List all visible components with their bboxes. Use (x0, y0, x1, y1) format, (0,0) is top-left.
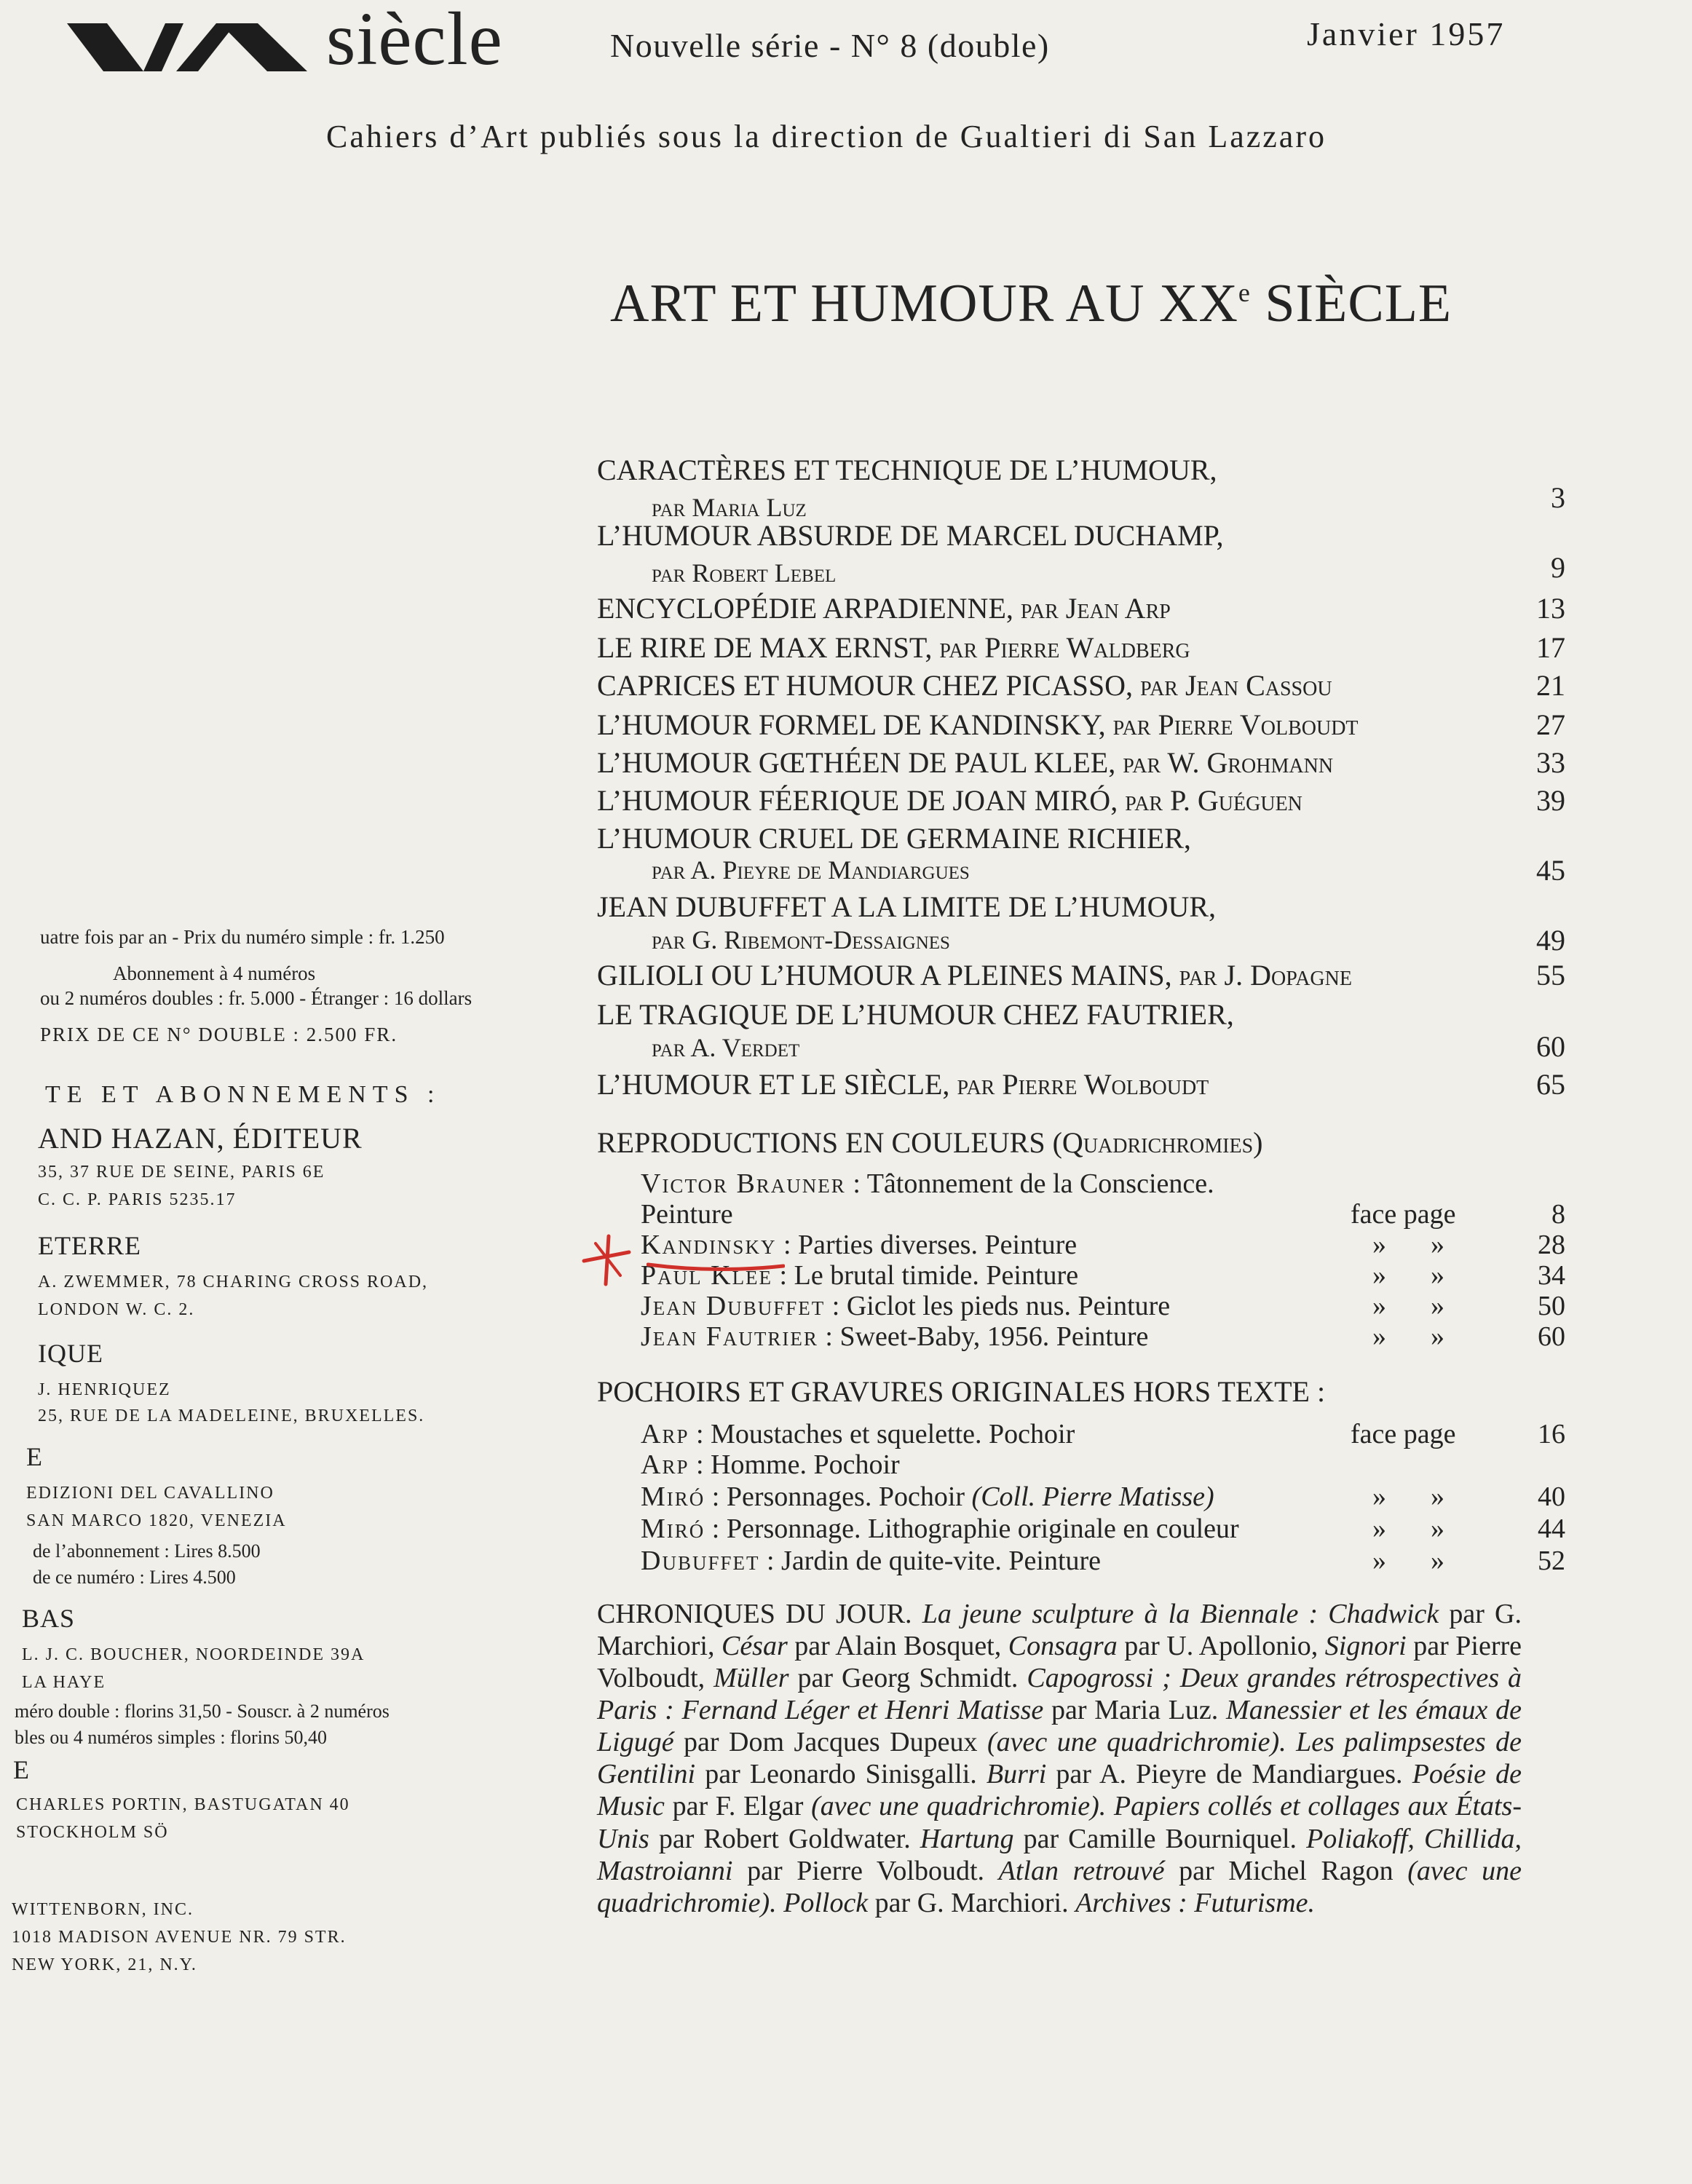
toc-entry: ENCYCLOPÉDIE ARPADIENNE, par Jean Arp 13 (597, 592, 1565, 625)
info-line: L. J. C. BOUCHER, NOORDEINDE 39A (22, 1645, 365, 1664)
info-line: STOCKHOLM SÖ (16, 1823, 169, 1842)
pochoir-item: Arp : Homme. Pochoir (641, 1449, 900, 1480)
info-line: méro double : florins 31,50 - Souscr. à 2 numéros (15, 1701, 390, 1722)
pochoirs-heading: POCHOIRS ET GRAVURES ORIGINALES HORS TEXTE : (597, 1375, 1326, 1408)
info-heading: ETERRE (38, 1231, 141, 1260)
info-heading: IQUE (38, 1339, 103, 1368)
repro-item: Kandinsky : Parties diverses. Peinture » » 28 (641, 1230, 1565, 1260)
info-heading: E (13, 1755, 31, 1784)
toc-entry: LE TRAGIQUE DE L’HUMOUR CHEZ FAUTRIER, (597, 998, 1234, 1031)
info-line: de l’abonnement : Lires 8.500 (33, 1540, 261, 1562)
issue-date: Janvier 1957 (1307, 15, 1506, 52)
toc-byline: par A. Verdet (652, 1033, 800, 1062)
toc-entry: L’HUMOUR ABSURDE DE MARCEL DUCHAMP, (597, 519, 1224, 552)
info-line: EDIZIONI DEL CAVALLINO (26, 1484, 274, 1503)
info-line: PRIX DE CE N° DOUBLE : 2.500 FR. (40, 1024, 398, 1045)
toc-byline: par A. Pieyre de Mandiargues (652, 855, 970, 885)
pochoir-item: Miró : Personnages. Pochoir (Coll. Pierre Matisse) » » 40 (641, 1481, 1565, 1512)
pochoir-item: Miró : Personnage. Lithographie originale en couleur » » 44 (641, 1514, 1565, 1544)
info-line: J. HENRIQUEZ (38, 1380, 171, 1399)
info-line: ou 2 numéros doubles : fr. 5.000 - Étranger : 16 dollars (40, 987, 473, 1009)
toc-entry: L’HUMOUR GŒTHÉEN DE PAUL KLEE, par W. Grohmann 33 (597, 746, 1565, 779)
info-line: de ce numéro : Lires 4.500 (33, 1567, 236, 1588)
chroniques-paragraph: CHRONIQUES DU JOUR. La jeune sculpture à la Biennale : Chadwick par G. Marchiori, César par Alain Bosquet, Consagra par U. Apollonio, Signori par Pierre Volboudt, Müller par Georg Schmidt. Capogrossi ; Deux grandes rétrospectives à Paris : Fernand Léger et Henri Matisse par Maria Luz. Manessier et les émaux de Ligugé par Dom Jacques Dupeux (avec une quadrichromie). Les palimpsestes de Gentilini par Leonardo Sinisgalli. Burri par A. Pieyre de Mandiargues. Poésie de Music par F. Elgar (avec une quadrichromie). Papiers collés et collages aux États-Unis par Robert Goldwater. Hartung par Camille Bourniquel. Poliakoff, Chillida, Mastroianni par Pierre Volboudt. Atlan retrouvé par Michel Ragon (avec une quadrichromie). Pollock par G. Marchiori. Archives : Futurisme. (597, 1599, 1522, 1918)
info-line: 25, RUE DE LA MADELEINE, BRUXELLES. (38, 1406, 425, 1425)
xx-logo-mark (67, 23, 307, 71)
handwritten-underline-icon (647, 1259, 785, 1275)
handwritten-asterisk-icon (577, 1230, 649, 1289)
info-line: LA HAYE (22, 1673, 106, 1692)
info-line: LONDON W. C. 2. (38, 1300, 195, 1319)
info-heading: E (26, 1442, 44, 1471)
subtitle: Cahiers d’Art publiés sous la direction de Gualtieri di San Lazzaro (326, 119, 1327, 154)
info-line: bles ou 4 numéros simples : florins 50,40 (15, 1727, 327, 1748)
repro-item: Jean Dubuffet : Giclot les pieds nus. Peinture » » 50 (641, 1291, 1565, 1321)
repro-item-cont: Peinture face page 8 (641, 1199, 1565, 1230)
toc-entry: LE RIRE DE MAX ERNST, par Pierre Waldberg 17 (597, 631, 1565, 664)
logo-word: siècle (326, 0, 503, 81)
info-line: C. C. P. PARIS 5235.17 (38, 1190, 237, 1209)
info-line: 35, 37 RUE DE SEINE, PARIS 6E (38, 1163, 325, 1182)
info-heading: BAS (22, 1604, 76, 1633)
toc-byline: par Robert Lebel (652, 558, 837, 587)
info-line: 1018 MADISON AVENUE NR. 79 STR. (12, 1928, 347, 1947)
info-line: uatre fois par an - Prix du numéro simple : fr. 1.250 (40, 926, 445, 948)
page-title: ART ET HUMOUR AU XXe SIÈCLE (610, 274, 1452, 333)
repro-item: Victor Brauner : Tâtonnement de la Conscience. (641, 1168, 1214, 1199)
info-line: Abonnement à 4 numéros (113, 962, 316, 984)
toc-entry: GILIOLI OU L’HUMOUR A PLEINES MAINS, par J. Dopagne 55 (597, 959, 1565, 992)
info-line: WITTENBORN, INC. (12, 1900, 194, 1919)
info-line: CHARLES PORTIN, BASTUGATAN 40 (16, 1795, 350, 1814)
toc-entry: L’HUMOUR CRUEL DE GERMAINE RICHIER, (597, 822, 1191, 855)
series-number: Nouvelle série - N° 8 (double) (610, 27, 1050, 64)
toc-entry: JEAN DUBUFFET A LA LIMITE DE L’HUMOUR, (597, 890, 1217, 923)
toc-byline: par Maria Luz (652, 493, 807, 522)
toc-entry: L’HUMOUR FORMEL DE KANDINSKY, par Pierre Volboudt 27 (597, 708, 1565, 741)
info-heading: AND HAZAN, ÉDITEUR (38, 1122, 363, 1155)
pochoir-item: Dubuffet : Jardin de quite-vite. Peinture » » 52 (641, 1546, 1565, 1576)
toc-entry: CARACTÈRES ET TECHNIQUE DE L’HUMOUR, (597, 454, 1217, 486)
toc-entry: CAPRICES ET HUMOUR CHEZ PICASSO, par Jean Cassou 21 (597, 669, 1565, 702)
toc-byline: par G. Ribemont-Dessaignes (652, 925, 950, 954)
reproductions-heading: REPRODUCTIONS EN COULEURS (Quadrichromies) (597, 1126, 1263, 1159)
info-line: NEW YORK, 21, N.Y. (12, 1955, 197, 1974)
info-heading: TE ET ABONNEMENTS : (45, 1081, 441, 1108)
repro-item: Paul Klee : Le brutal timide. Peinture » » 34 (641, 1260, 1565, 1291)
pochoir-item: Arp : Moustaches et squelette. Pochoir face page 16 (641, 1419, 1565, 1449)
magazine-page: siècle Nouvelle série - N° 8 (double) Janvier 1957 Cahiers d’Art publiés sous la direction de Gualtieri di San Lazzaro ART ET HUMOUR AU XXe SIÈCLE uatre fois par an - Prix du numéro simple : fr. 1.250 Abonnement à 4 numéros ou 2 numéros doubles : fr. 5.000 - Étranger : 16 dollars PRIX DE CE N° DOUBLE : 2.500 FR. TE ET ABONNEMENTS : AND HAZAN, ÉDITEUR 35, 37 RUE DE SEINE, PARIS 6E C. C. P. PARIS 5235.17 ETERRE A. ZWEMMER, 78 CHARING CROSS ROAD, LONDON W. C. 2. IQUE J. HENRIQUEZ 25, RUE DE LA MADELEINE, BRUXELLES. E EDIZIONI DEL CAVALLINO SAN MARCO 1820, VENEZIA de l’abonnement : Lires 8.500 de ce numéro : Lires 4.500 BAS L. J. C. BOUCHER, NOORDEINDE 39A LA HAYE méro double : florins 31,50 - Souscr. à 2 numéros bles ou 4 numéros simples : florins 50,40 E CHARLES PORTIN, BASTUGATAN 40 STOCKHOLM SÖ WITTENBORN, INC. 1018 MADISON AVENUE NR. 79 STR. NEW YORK, 21, N.Y. CARACTÈRES ET TECHNIQUE DE L’HUMOUR, par Maria Luz 3 L’HUMOUR ABSURDE DE MARCEL DUCHAMP, par Robert Lebel 9 ENCYCLOPÉDIE ARPADIENNE, par Jean Arp 13 LE RIRE DE MAX ERNST, par Pierre Waldberg 17 CAPRICES ET HUMOUR CHEZ PICASSO, par Jean Cassou 21 L’HUMOUR FORMEL DE KANDINSKY, par Pierre Volboudt 27 L’HUMOUR GŒTHÉEN DE PAUL KLEE, par W. Grohmann 33 L’HUMOUR FÉERIQUE DE JOAN MIRÓ, par P. Guéguen 39 L’HUMOUR CRUEL DE GERMAINE RICHIER, par A. Pieyre de Mandiargues 45 JEAN DUBUFFET A LA LIMITE DE L’HUMOUR, par G. Ribemont-Dessaignes 49 GILIOLI OU L’HUMOUR A PLEINES MAINS, par J. Dopagne 55 LE TRAGIQUE DE L’HUMOUR CHEZ FAUTRIER, par A. Verdet 60 L’HUMOUR ET LE SIÈCLE, par Pierre Wolboudt 65 REPRODUCTIONS EN COULEURS (Quadrichromies) Victor Brauner : Tâtonnement de la Conscience. Peinture face page 8 Kandinsky : Parties diverses. Peinture » » 28 Paul Klee : Le brutal timide. Peinture » » 34 Jean Dubuffet : Giclot les pieds nus. Peinture » » 50 Jean Fautrier : Sweet-Baby, 1956. Peinture » » 60 POCHOIRS ET GRAVURES ORIGINALES HORS TEXTE : Arp : Moustaches et squelette. Pochoir face page 16 Arp : Homme. Pochoir Miró : Personnages. Pochoir (Coll. Pierre Matisse) » » 40 Miró : Personnage. Lithographie originale en couleur » » 44 Dubuffet : Jardin de quite-vite. Peinture » » 52 CHRONIQUES DU JOUR. La jeune sculpture à la Biennale : Chadwick par G. Marchiori, César par Alain Bosquet, Consagra par U. Apollonio, Signori par Pierre Volboudt, Müller par Georg Schmidt. Capogrossi ; Deux grandes rétrospectives à Paris : Fernand Léger et Henri Matisse par Maria Luz. Manessier et les émaux de Ligugé par Dom Jacques Dupeux (avec une quadrichromie). Les palimpsestes de Gentilini par Leonardo Sinisgalli. Burri par A. Pieyre de Mandiargues. Poésie de Music par F. Elgar (avec une quadrichromie). Papiers collés et collages aux États-Unis par Robert Goldwater. Hartung par Camille Bourniquel. Poliakoff, Chillida, Mastroianni par Pierre Volboudt. Atlan retrouvé par Michel Ragon (avec une quadrichromie). Pollock par G. Marchiori. Archives : Futurisme. (0, 0, 1692, 2184)
toc-entry: L’HUMOUR ET LE SIÈCLE, par Pierre Wolboudt 65 (597, 1068, 1565, 1101)
info-line: SAN MARCO 1820, VENEZIA (26, 1511, 287, 1530)
repro-item: Jean Fautrier : Sweet-Baby, 1956. Peinture » » 60 (641, 1321, 1565, 1352)
info-line: A. ZWEMMER, 78 CHARING CROSS ROAD, (38, 1273, 429, 1291)
toc-entry: L’HUMOUR FÉERIQUE DE JOAN MIRÓ, par P. Guéguen 39 (597, 784, 1565, 817)
